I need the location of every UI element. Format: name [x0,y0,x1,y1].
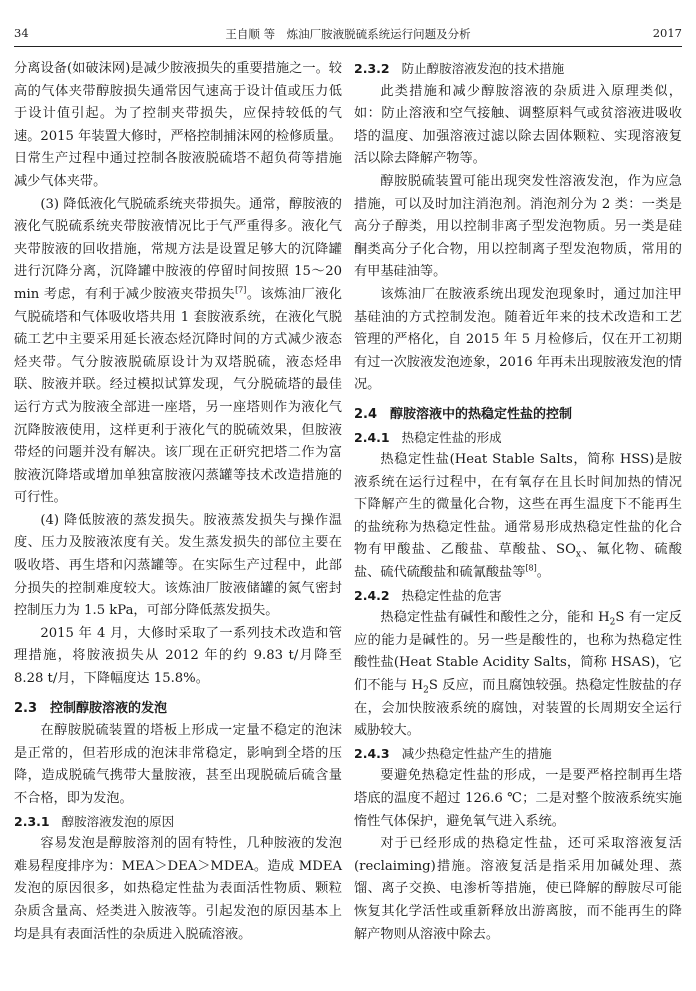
paragraph: 分离设备(如破沫网)是减少胺液损失的重要措施之一。较高的气体夹带醇胺损失通常因气速高于设计值或压力低于设计值引起。为了控制夹带损失，应保持较低的气速。2015 年装置大修时，严格控制捕沫网的检修质量。日常生产过程中通过控制各胺液脱硫塔不超负荷等措施减少气体夹带。 [14,61,342,189]
header-year: 2017 [652,26,682,40]
subscript: 2 [423,685,429,696]
paragraph-text: 热稳定性盐有碱性和酸性之分，能和 H [380,610,610,626]
paragraph [354,607,682,743]
subscript: 2 [609,617,616,628]
section-heading: 2.4 醇胺溶液中的热稳定性盐的控制 [354,406,573,422]
paragraph: 对于已经形成的热稳定性盐，还可采取溶液复活(reclaiming)措施。溶液复活是指采用加碱处理、蒸馏、离子交换、电渗析等措施，使已降解的醇胺尽可能恢复其化学活性或重新释放出游离胺，而不能再生的降解产物则从溶液中除去。 [354,836,682,942]
paragraph-text: 。该炼油厂液化气脱硫塔和气体吸收塔共用 1 套胺液系统，在液化气脱硫工艺中主要采用延长液态烃沉降时间的方式减少液态烃夹带。气分胺液脱硫原设计为双塔脱硫，液态烃串联、胺液并联。经过模拟试算发现，气分脱硫塔的最佳运行方式为胺液全部进一座塔，另一座塔则作为液化气沉降胺液使用，这样更利于液化气的脱硫效果，但胺液带烃的问题并没有解决。该厂现在正研究把塔二作为富胺液沉降塔或增加单独富胺液闪蒸罐等技术改造措施的可行性。 [14,286,342,506]
paragraph-text: S 有一定反应的能力是碱性的。另一些是酸性的，也称为热稳定性酸性盐(Heat Stable Acidity Salts，简称 HSAS)，它们不能与 H [354,610,682,694]
subsection-heading [354,427,682,450]
paragraph-text: 热稳定性盐(Heat Stable Salts，简称 HSS)是胺液系统在运行过程中，在有氧存在且长时间加热的情况下降解产生的微量化合物，这些在再生温度下不能再生的盐统称为热稳定性盐。通常易形成热稳定性盐的化合物有甲酸盐、乙酸盐、草酸盐、SO [354,452,682,558]
subsection-heading [354,743,682,766]
subsection-number: 2.4.1 [354,429,390,445]
subsection-title: 醇胺溶液发泡的原因 [61,813,175,829]
subsection-number: 2.4.3 [354,745,390,761]
subsection-heading [14,811,342,834]
header-rule [14,46,682,47]
subsection-title: 热稳定性盐的形成 [401,429,502,445]
paragraph: 要避免热稳定性盐的形成，一是要严格控制再生塔塔底的温度不超过 126.6 ℃；二是对整个胺液系统实施惰性气体保护，避免氧气进入系统。 [354,768,682,829]
paragraph-text: 、氟化物、硫酸盐、硫代硫酸盐和硫氰酸盐等 [354,542,682,581]
section-heading: 2.3 控制醇胺溶液的发泡 [14,700,168,716]
paragraph: 该炼油厂在胺液系统出现发泡现象时，通过加注甲基硅油的方式控制发泡。随着近年来的技术改造和工艺管理的严格化，自 2015 年 5 月检修后，仅在开工初期有过一次胺液发泡迹象，2016 年再未出现胺液发泡的情况。 [354,286,682,393]
running-header [14,26,682,46]
subsection-title: 热稳定性盐的危害 [401,587,502,603]
page-number: 34 [14,26,29,40]
subsection-heading [354,585,682,608]
subscript: x [575,550,581,561]
subsection-heading [354,58,682,81]
citation-ref: [8] [525,563,537,573]
citation-ref: [7] [235,285,247,295]
paragraph-text: 。 [536,565,550,581]
paragraph [14,194,342,510]
paragraph-text: S 反应，而且腐蚀较强。热稳定性胺盐的存在，会加快胺液系统的腐蚀，对装置的长周期安全运行威胁较大。 [354,678,682,739]
paragraph [354,449,682,585]
paragraph: 2015 年 4 月，大修时采取了一系列技术改造和管理措施，将胺液损失从 2012 年的约 9.83 t/月降至 8.28 t/月，下降幅度达 15.8%。 [14,625,342,687]
subsection-number: 2.4.2 [354,587,390,603]
paragraph: 此类措施和减少醇胺溶液的杂质进入原理类似，如：防止溶液和空气接触、调整原料气或贫溶液进吸收塔的温度、加强溶液过滤以除去固体颗粒、实现溶液复活以除去降解产物等。 [354,83,682,167]
paragraph: 容易发泡是醇胺溶剂的固有特性，几种胺液的发泡难易程度排序为：MEA＞DEA＞MDEA。造成 MDEA 发泡的原因很多，如热稳定性盐为表面活性物质、颗粒杂质含量高、烃类进入胺液等。引起发泡的原因基本上均是具有表面活性的杂质进入脱硫溶液。 [14,836,342,942]
subsection-number: 2.3.1 [14,813,50,829]
paragraph: (4) 降低胺液的蒸发损失。胺液蒸发损失与操作温度、压力及胺液浓度有关。发生蒸发损失的部位主要在吸收塔、再生塔和闪蒸罐等。在实际生产过程中，此部分损失的控制难度较大。该炼油厂胺液储罐的氮气密封控制压力为 1.5 kPa，可部分降低蒸发损失。 [14,512,342,619]
subsection-title: 减少热稳定性盐产生的措施 [401,745,552,761]
paragraph: 在醇胺脱硫装置的塔板上形成一定量不稳定的泡沫是正常的，但若形成的泡沫非常稳定，影响到全塔的压降，造成脱硫气携带大量胺液，甚至出现脱硫后硫含量不合格，即为发泡。 [14,723,342,806]
running-title: 王自顺 等 炼油厂胺液脱硫系统运行问题及分析 [225,27,471,41]
paragraph-text: (3) 降低液化气脱硫系统夹带损失。通常，醇胺液的液化气脱硫系统夹带胺液情况比于气严重得多。液化气夹带胺液的回收措施，常规方法是设置足够大的沉降罐进行沉降分离，沉降罐中胺液的停留时间按照 15～20 min 考虑，有利于减少胺液夹带损失 [14,196,342,302]
left-column [14,58,342,946]
subsection-number: 2.3.2 [354,61,390,76]
paragraph: 醇胺脱硫装置可能出现突发性溶液发泡，作为应急措施，可以及时加注消泡剂。消泡剂分为 2 类：一类是高分子醇类，用以控制非离子型发泡物质。另一类是硅酮类高分子化合物，用以控制离子型发泡物质，常用的有甲基硅油等。 [354,173,682,280]
right-column [354,58,682,946]
subsection-title: 防止醇胺溶液发泡的技术措施 [401,61,565,76]
